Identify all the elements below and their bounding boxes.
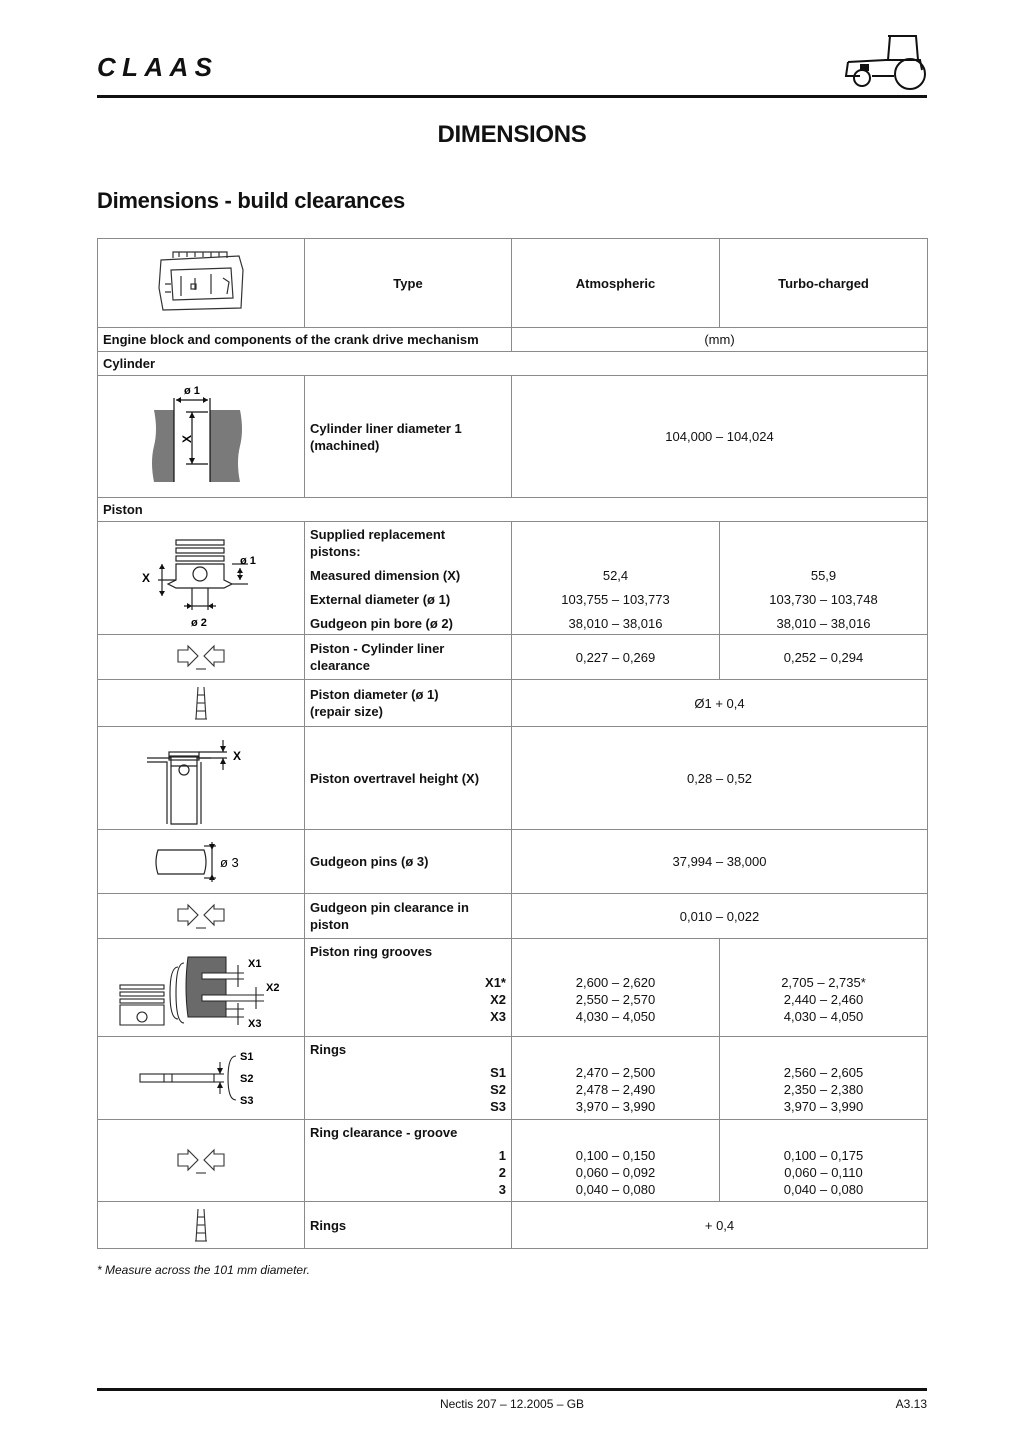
gudgeon-pin-fig-d3: ø 3 <box>220 854 239 870</box>
clearance-icon <box>176 901 226 931</box>
cylinder-section-label: Cylinder <box>98 352 928 376</box>
group-label: Engine block and components of the crank drive mechanism <box>98 328 512 352</box>
replacement-turbo-values: 55,9 103,730 – 103,748 38,010 – 38,016 <box>720 522 928 635</box>
replacement-atmo-values: 52,4 103,755 – 103,773 38,010 – 38,016 <box>512 522 720 635</box>
footer-doc: Nectis 207 – 12.2005 – GB <box>439 1397 585 1411</box>
piston-liner-clearance-atmo: 0,227 – 0,269 <box>512 635 720 680</box>
engine-block-icon <box>151 248 251 318</box>
rings-labels: Rings S1 S2 S3 <box>305 1037 512 1120</box>
piston-figure <box>98 522 305 635</box>
rings-figure <box>98 1037 305 1120</box>
header-rule <box>97 95 927 98</box>
engine-block-figure <box>98 239 305 328</box>
piston-section-row <box>98 498 928 522</box>
header-atmospheric: Atmospheric <box>512 239 720 328</box>
repair-figure <box>98 680 305 727</box>
liner-fig-d1: ø 1 <box>184 384 200 397</box>
cylinder-liner-row <box>98 376 928 498</box>
ring-clearance-row <box>98 1120 928 1202</box>
repair-size-icon <box>191 1207 211 1243</box>
gudgeon-pin-figure <box>98 830 305 894</box>
group-row <box>98 328 928 352</box>
pin-clearance-figure <box>98 894 305 939</box>
tractor-icon <box>838 30 930 92</box>
ring-fig-s3: S3 <box>240 1095 254 1107</box>
piston-repair-label: Piston diameter (ø 1) (repair size) <box>305 680 512 727</box>
overtravel-figure <box>98 727 305 830</box>
pin-clearance-value: 0,010 – 0,022 <box>512 894 928 939</box>
gudgeon-pin-row <box>98 830 928 894</box>
footer-rule <box>97 1388 927 1391</box>
header-turbo: Turbo-charged <box>720 239 928 328</box>
piston-liner-clearance-row <box>98 635 928 680</box>
cylinder-section-row <box>98 352 928 376</box>
overtravel-row <box>98 727 928 830</box>
overtravel-value: 0,28 – 0,52 <box>512 727 928 830</box>
ring-fig-s1: S1 <box>240 1051 254 1063</box>
piston-fig-d1: ø 1 <box>240 555 256 567</box>
header-type: Type <box>305 239 512 328</box>
ring-clearance-labels: Ring clearance - groove 1 2 3 <box>305 1120 512 1202</box>
ring-grooves-row <box>98 939 928 1037</box>
overtravel-fig-x: X <box>233 749 242 763</box>
clearance-icon <box>176 642 226 672</box>
piston-repair-row <box>98 680 928 727</box>
rings-repair-row <box>98 1202 928 1249</box>
piston-replacement-row <box>98 522 928 635</box>
ring-grooves-figure <box>98 939 305 1037</box>
piston-fig-d2: ø 2 <box>191 617 207 629</box>
piston-liner-clearance-turbo: 0,252 – 0,294 <box>720 635 928 680</box>
piston-liner-clearance-label: Piston - Cylinder liner clearance <box>305 635 512 680</box>
dimensions-table <box>97 238 928 1249</box>
ring-clearance-atmo: 0,100 – 0,150 0,060 – 0,092 0,040 – 0,080 <box>512 1120 720 1202</box>
clearance-figure <box>98 635 305 680</box>
liner-value: 104,000 – 104,024 <box>512 376 928 498</box>
groove-fig-x2: X2 <box>266 981 280 994</box>
overtravel-label: Piston overtravel height (X) <box>305 727 512 830</box>
pin-clearance-label: Gudgeon pin clearance in piston <box>305 894 512 939</box>
piston-repair-value: Ø1 + 0,4 <box>512 680 928 727</box>
gudgeon-pin-label: Gudgeon pins (ø 3) <box>305 830 512 894</box>
ring-grooves-turbo: 2,705 – 2,735* 2,440 – 2,460 4,030 – 4,050 <box>720 939 928 1037</box>
rings-repair-value: + 0,4 <box>512 1202 928 1249</box>
rings-repair-label: Rings <box>305 1202 512 1249</box>
ring-grooves-labels: Piston ring grooves X1* X2 X3 <box>305 939 512 1037</box>
claas-logo <box>97 52 217 82</box>
section-title: Dimensions - build clearances <box>97 188 405 213</box>
footnote: * Measure across the 101 mm diameter. <box>97 1263 310 1277</box>
rings-row <box>98 1037 928 1120</box>
gudgeon-pin-clearance-row <box>98 894 928 939</box>
replacement-labels: Supplied replacement pistons: Measured dimension (X) External diameter (ø 1) Gudgeon pin bore (ø 2) <box>305 522 512 635</box>
ring-clearance-figure <box>98 1120 305 1202</box>
groove-fig-x3: X3 <box>248 1017 262 1030</box>
page-title: DIMENSIONS <box>437 121 587 148</box>
liner-label: Cylinder liner diameter 1 (machined) <box>305 376 512 498</box>
cylinder-liner-figure <box>98 376 305 498</box>
piston-section-label: Piston <box>98 498 928 522</box>
group-unit: (mm) <box>512 328 928 352</box>
piston-fig-x: X <box>142 571 151 585</box>
page-number: A3.13 <box>895 1397 927 1411</box>
ring-clearance-turbo: 0,100 – 0,175 0,060 – 0,110 0,040 – 0,080 <box>720 1120 928 1202</box>
table-header-row <box>98 239 928 328</box>
liner-fig-x: X <box>180 434 194 443</box>
svg-text:CLAAS: CLAAS <box>97 52 213 82</box>
gudgeon-pin-value: 37,994 – 38,000 <box>512 830 928 894</box>
rings-atmo: 2,470 – 2,500 2,478 – 2,490 3,970 – 3,990 <box>512 1037 720 1120</box>
repair-size-icon <box>191 685 211 721</box>
ring-grooves-atmo: 2,600 – 2,620 2,550 – 2,570 4,030 – 4,050 <box>512 939 720 1037</box>
clearance-icon <box>176 1146 226 1176</box>
rings-turbo: 2,560 – 2,605 2,350 – 2,380 3,970 – 3,990 <box>720 1037 928 1120</box>
ring-fig-s2: S2 <box>240 1073 254 1085</box>
groove-fig-x1: X1 <box>248 957 262 970</box>
rings-repair-figure <box>98 1202 305 1249</box>
